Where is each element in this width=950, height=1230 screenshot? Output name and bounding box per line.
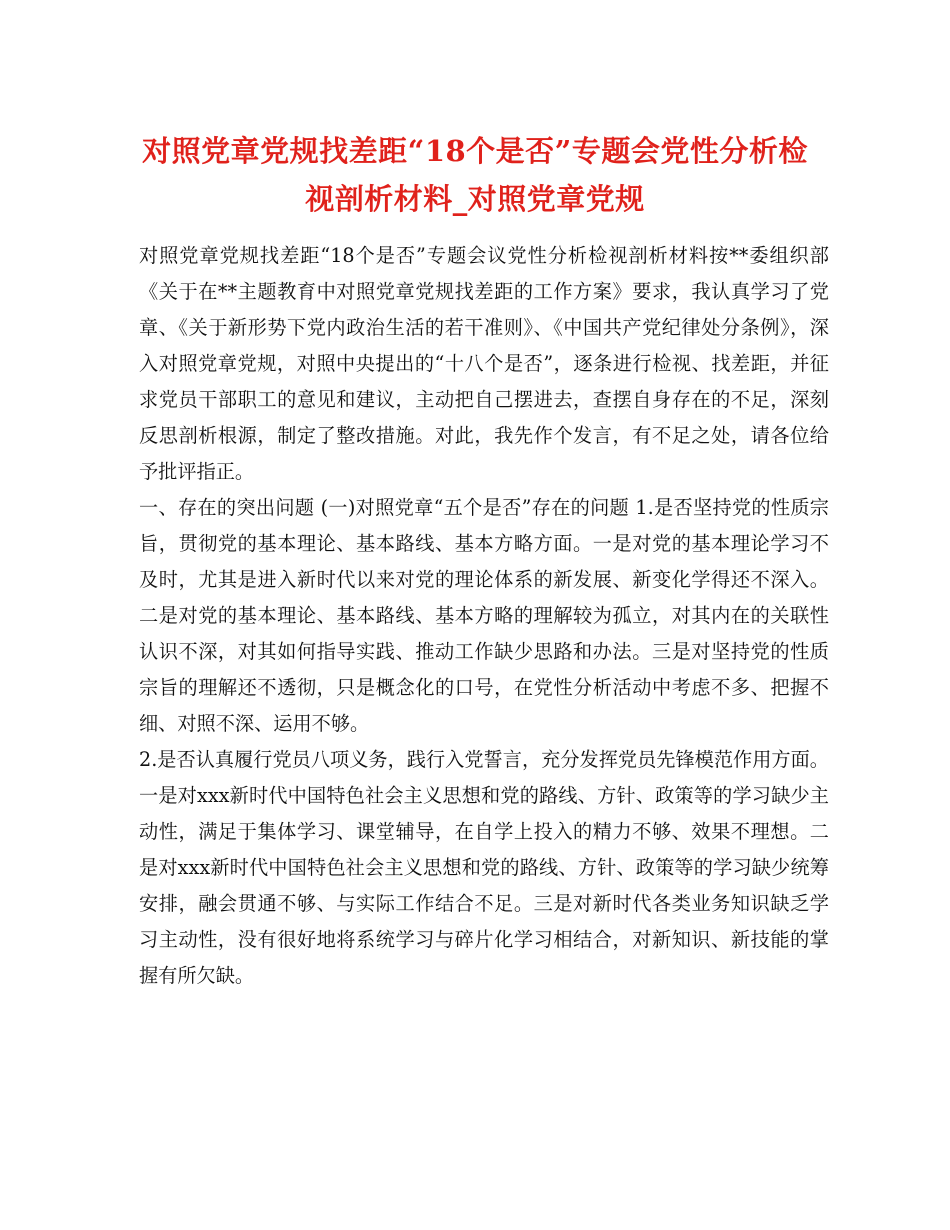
document-body — [139, 238, 829, 994]
title-line-2: 视剖析材料_对照党章党规 — [305, 182, 645, 216]
intro-paragraph: 对照党章党规找差距“18个是否”专题会议党性分析检视剖析材料按**委组织部《关于在**主题教育中对照党章党规找差距的工作方案》要求，我认真学习了党章、《关于新形势下党内政治生活的若干准则》、《中国共产党纪律处分条例》，深入对照党章党规，对照中央提出的“十八个是否”，逐条进行检视、找差距，并征求党员干部职工的意见和建议，主动把自己摆进去，查摆自身存在的不足，深刻反思剖析根源，制定了整改措施。对此，我先作个发言，有不足之处，请各位给予批评指正。 — [139, 244, 829, 483]
section-one-paragraph: 一、存在的突出问题 (一)对照党章“五个是否”存在的问题 1.是否坚持党的性质宗旨，贯彻党的基本理论、基本路线、基本方略方面。一是对党的基本理论学习不及时，尤其是进入新时代以来对党的理论体系的新发展、新变化学得还不深入。二是对党的基本理论、基本路线、基本方略的理解较为孤立，对其内在的关联性认识不深，对其如何指导实践、推动工作缺少思路和办法。三是对坚持党的性质宗旨的理解还不透彻，只是概念化的口号，在党性分析活动中考虑不多、把握不细、对照不深、运用不够。 — [139, 496, 829, 735]
title-line-1: 对照党章党规找差距“18个是否”专题会党性分析检 — [142, 134, 808, 168]
item-two-paragraph: 2.是否认真履行党员八项义务，践行入党誓言，充分发挥党员先锋模范作用方面。一是对xxx新时代中国特色社会主义思想和党的路线、方针、政策等的学习缺少主动性，满足于集体学习、课堂辅导，在自学上投入的精力不够、效果不理想。二是对xxx新时代中国特色社会主义思想和党的路线、方针、政策等的学习缺少统筹安排，融会贯通不够、与实际工作结合不足。三是对新时代各类业务知识缺乏学习主动性，没有很好地将系统学习与碎片化学习相结合，对新知识、新技能的掌握有所欠缺。 — [139, 748, 829, 987]
document-title — [110, 127, 840, 223]
